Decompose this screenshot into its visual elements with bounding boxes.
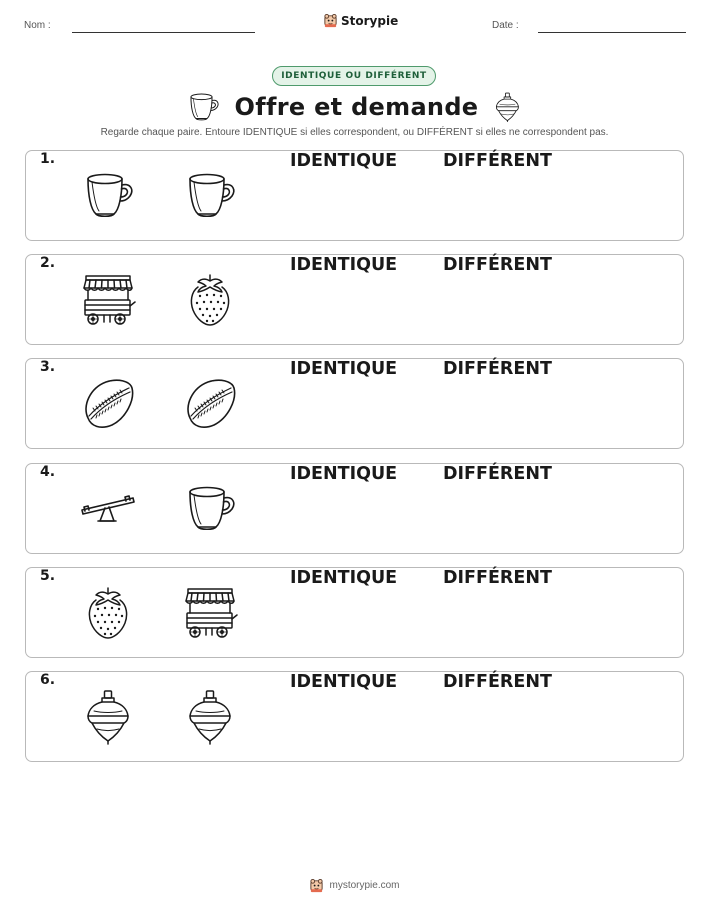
name-label: Nom : bbox=[24, 20, 51, 31]
option-identique[interactable]: IDENTIQUE bbox=[290, 568, 398, 588]
row-number: 2. bbox=[40, 255, 56, 271]
row-number: 6. bbox=[40, 672, 56, 688]
spinning-top-icon bbox=[182, 689, 238, 745]
football-icon bbox=[80, 376, 136, 432]
page-title: Offre et demande bbox=[234, 93, 479, 121]
row-number: 5. bbox=[40, 568, 56, 584]
option-different[interactable]: DIFFÉRENT bbox=[443, 568, 552, 588]
football-icon bbox=[182, 376, 238, 432]
option-identique[interactable]: IDENTIQUE bbox=[290, 255, 398, 275]
footer bbox=[0, 878, 709, 893]
date-label: Date : bbox=[492, 20, 519, 31]
cup-icon bbox=[80, 168, 136, 224]
storypie-mascot-icon bbox=[309, 878, 324, 893]
exercise-row bbox=[25, 567, 684, 658]
footer-website: mystorypie.com bbox=[329, 880, 400, 891]
date-write-line bbox=[538, 32, 686, 33]
exercise-row bbox=[25, 463, 684, 554]
option-different[interactable]: DIFFÉRENT bbox=[443, 151, 552, 171]
cup-icon bbox=[182, 168, 238, 224]
row-number: 4. bbox=[40, 464, 56, 480]
worksheet-header bbox=[0, 0, 709, 40]
cup-icon bbox=[186, 90, 221, 125]
seesaw-icon bbox=[80, 481, 136, 537]
row-number: 3. bbox=[40, 359, 56, 375]
instructions: Regarde chaque paire. Entoure IDENTIQUE si elles correspondent, ou DIFFÉRENT si elles ne correspondent pas. bbox=[100, 127, 609, 138]
row-number: 1. bbox=[40, 151, 56, 167]
cup-icon bbox=[182, 481, 238, 537]
option-different[interactable]: DIFFÉRENT bbox=[443, 255, 552, 275]
exercise-row bbox=[25, 150, 684, 241]
exercise-row bbox=[25, 671, 684, 762]
market-stall-icon bbox=[80, 272, 136, 328]
storypie-mascot-icon bbox=[323, 13, 338, 28]
category-badge: IDENTIQUE OU DIFFÉRENT bbox=[272, 66, 436, 86]
exercise-row bbox=[25, 254, 684, 345]
option-identique[interactable]: IDENTIQUE bbox=[290, 672, 398, 692]
spinning-top-icon bbox=[80, 689, 136, 745]
brand-logo bbox=[323, 13, 398, 28]
strawberry-icon bbox=[182, 272, 238, 328]
name-write-line bbox=[72, 32, 255, 33]
market-stall-icon bbox=[182, 585, 238, 641]
exercise-row bbox=[25, 358, 684, 449]
option-identique[interactable]: IDENTIQUE bbox=[290, 464, 398, 484]
strawberry-icon bbox=[80, 585, 136, 641]
option-different[interactable]: DIFFÉRENT bbox=[443, 359, 552, 379]
title-row bbox=[0, 88, 709, 126]
spinning-top-icon bbox=[492, 92, 523, 123]
option-identique[interactable]: IDENTIQUE bbox=[290, 151, 398, 171]
option-identique[interactable]: IDENTIQUE bbox=[290, 359, 398, 379]
option-different[interactable]: DIFFÉRENT bbox=[443, 464, 552, 484]
brand-name: Storypie bbox=[341, 13, 399, 28]
option-different[interactable]: DIFFÉRENT bbox=[443, 672, 552, 692]
